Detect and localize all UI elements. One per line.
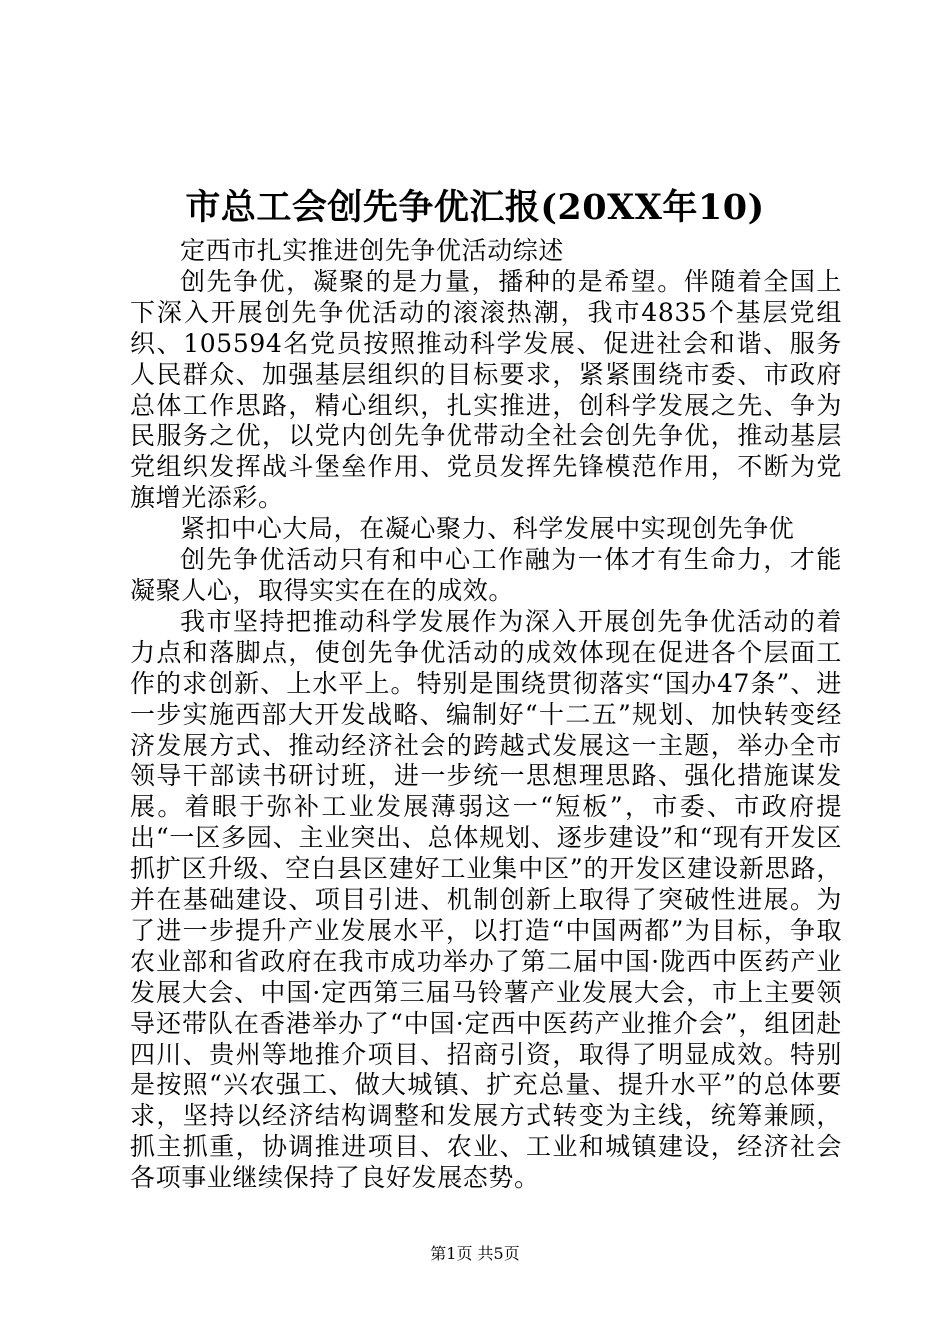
section-heading: 紧扣中心大局，在凝心聚力、科学发展中实现创先争优 <box>180 514 795 544</box>
body-paragraph: 我市坚持把推动科学发展作为深入开展创先争优活动的着力点和落脚点，使创先争优活动的成效体现在促进各个层面工作的求创新、上水平上。特别是围绕贯彻落实“国办47条”、进一步实施西部大开发战略、编制好“十二五”规划、加快转变经济发展方式、推动经济社会的跨越式发展这一主题，举办全市领导干部读书研讨班，进一步统一思想理思路、强化措施谋发展。着眼于弥补工业发展薄弱这一“短板”，市委、市政府提出“一区多园、主业突出、总体规划、逐步建设”和“现有开发区抓扩区升级、空白县区建好工业集中区”的开发区建设新思路，并在基础建设、项目引进、机制创新上取得了突破性进展。为了进一步提升产业发展水平，以打造“中国两都”为目标，争取农业部和省政府在我市成功举办了第二届中国·陇西中医药产业发展大会、中国·定西第三届马铃薯产业发展大会，市上主要领导还带队在香港举办了“中国·定西中医药产业推介会”，组团赴四川、贵州等地推介项目、招商引资，取得了明显成效。特别是按照“兴农强工、做大城镇、扩充总量、提升水平”的总体要求，坚持以经济结构调整和发展方式转变为主线，统筹兼顾，抓主抓重，协调推进项目、农业、工业和城镇建设，经济社会各项事业继续保持了良好发展态势。 <box>130 606 842 1193</box>
body-paragraph: 创先争优，凝聚的是力量，播种的是希望。伴随着全国上下深入开展创先争优活动的滚滚热潮，我市4835个基层党组织、105594名党员按照推动科学发展、促进社会和谐、服务人民群众、加强基层组织的目标要求，紧紧围绕市委、市政府总体工作思路，精心组织，扎实推进，创科学发展之先、争为民服务之优，以党内创先争优带动全社会创先争优，推动基层党组织发挥战斗堡垒作用、党员发挥先锋模范作用，不断为党旗增光添彩。 <box>130 266 842 513</box>
body-paragraph: 创先争优活动只有和中心工作融为一体才有生命力，才能凝聚人心，取得实实在在的成效。 <box>130 545 842 605</box>
section-subtitle: 定西市扎实推进创先争优活动综述 <box>180 236 565 265</box>
document-title: 市总工会创先争优汇报(20XX年10) <box>185 187 765 228</box>
page-footer: 第1页 共5页 <box>430 1244 520 1263</box>
document-body <box>130 236 842 1194</box>
